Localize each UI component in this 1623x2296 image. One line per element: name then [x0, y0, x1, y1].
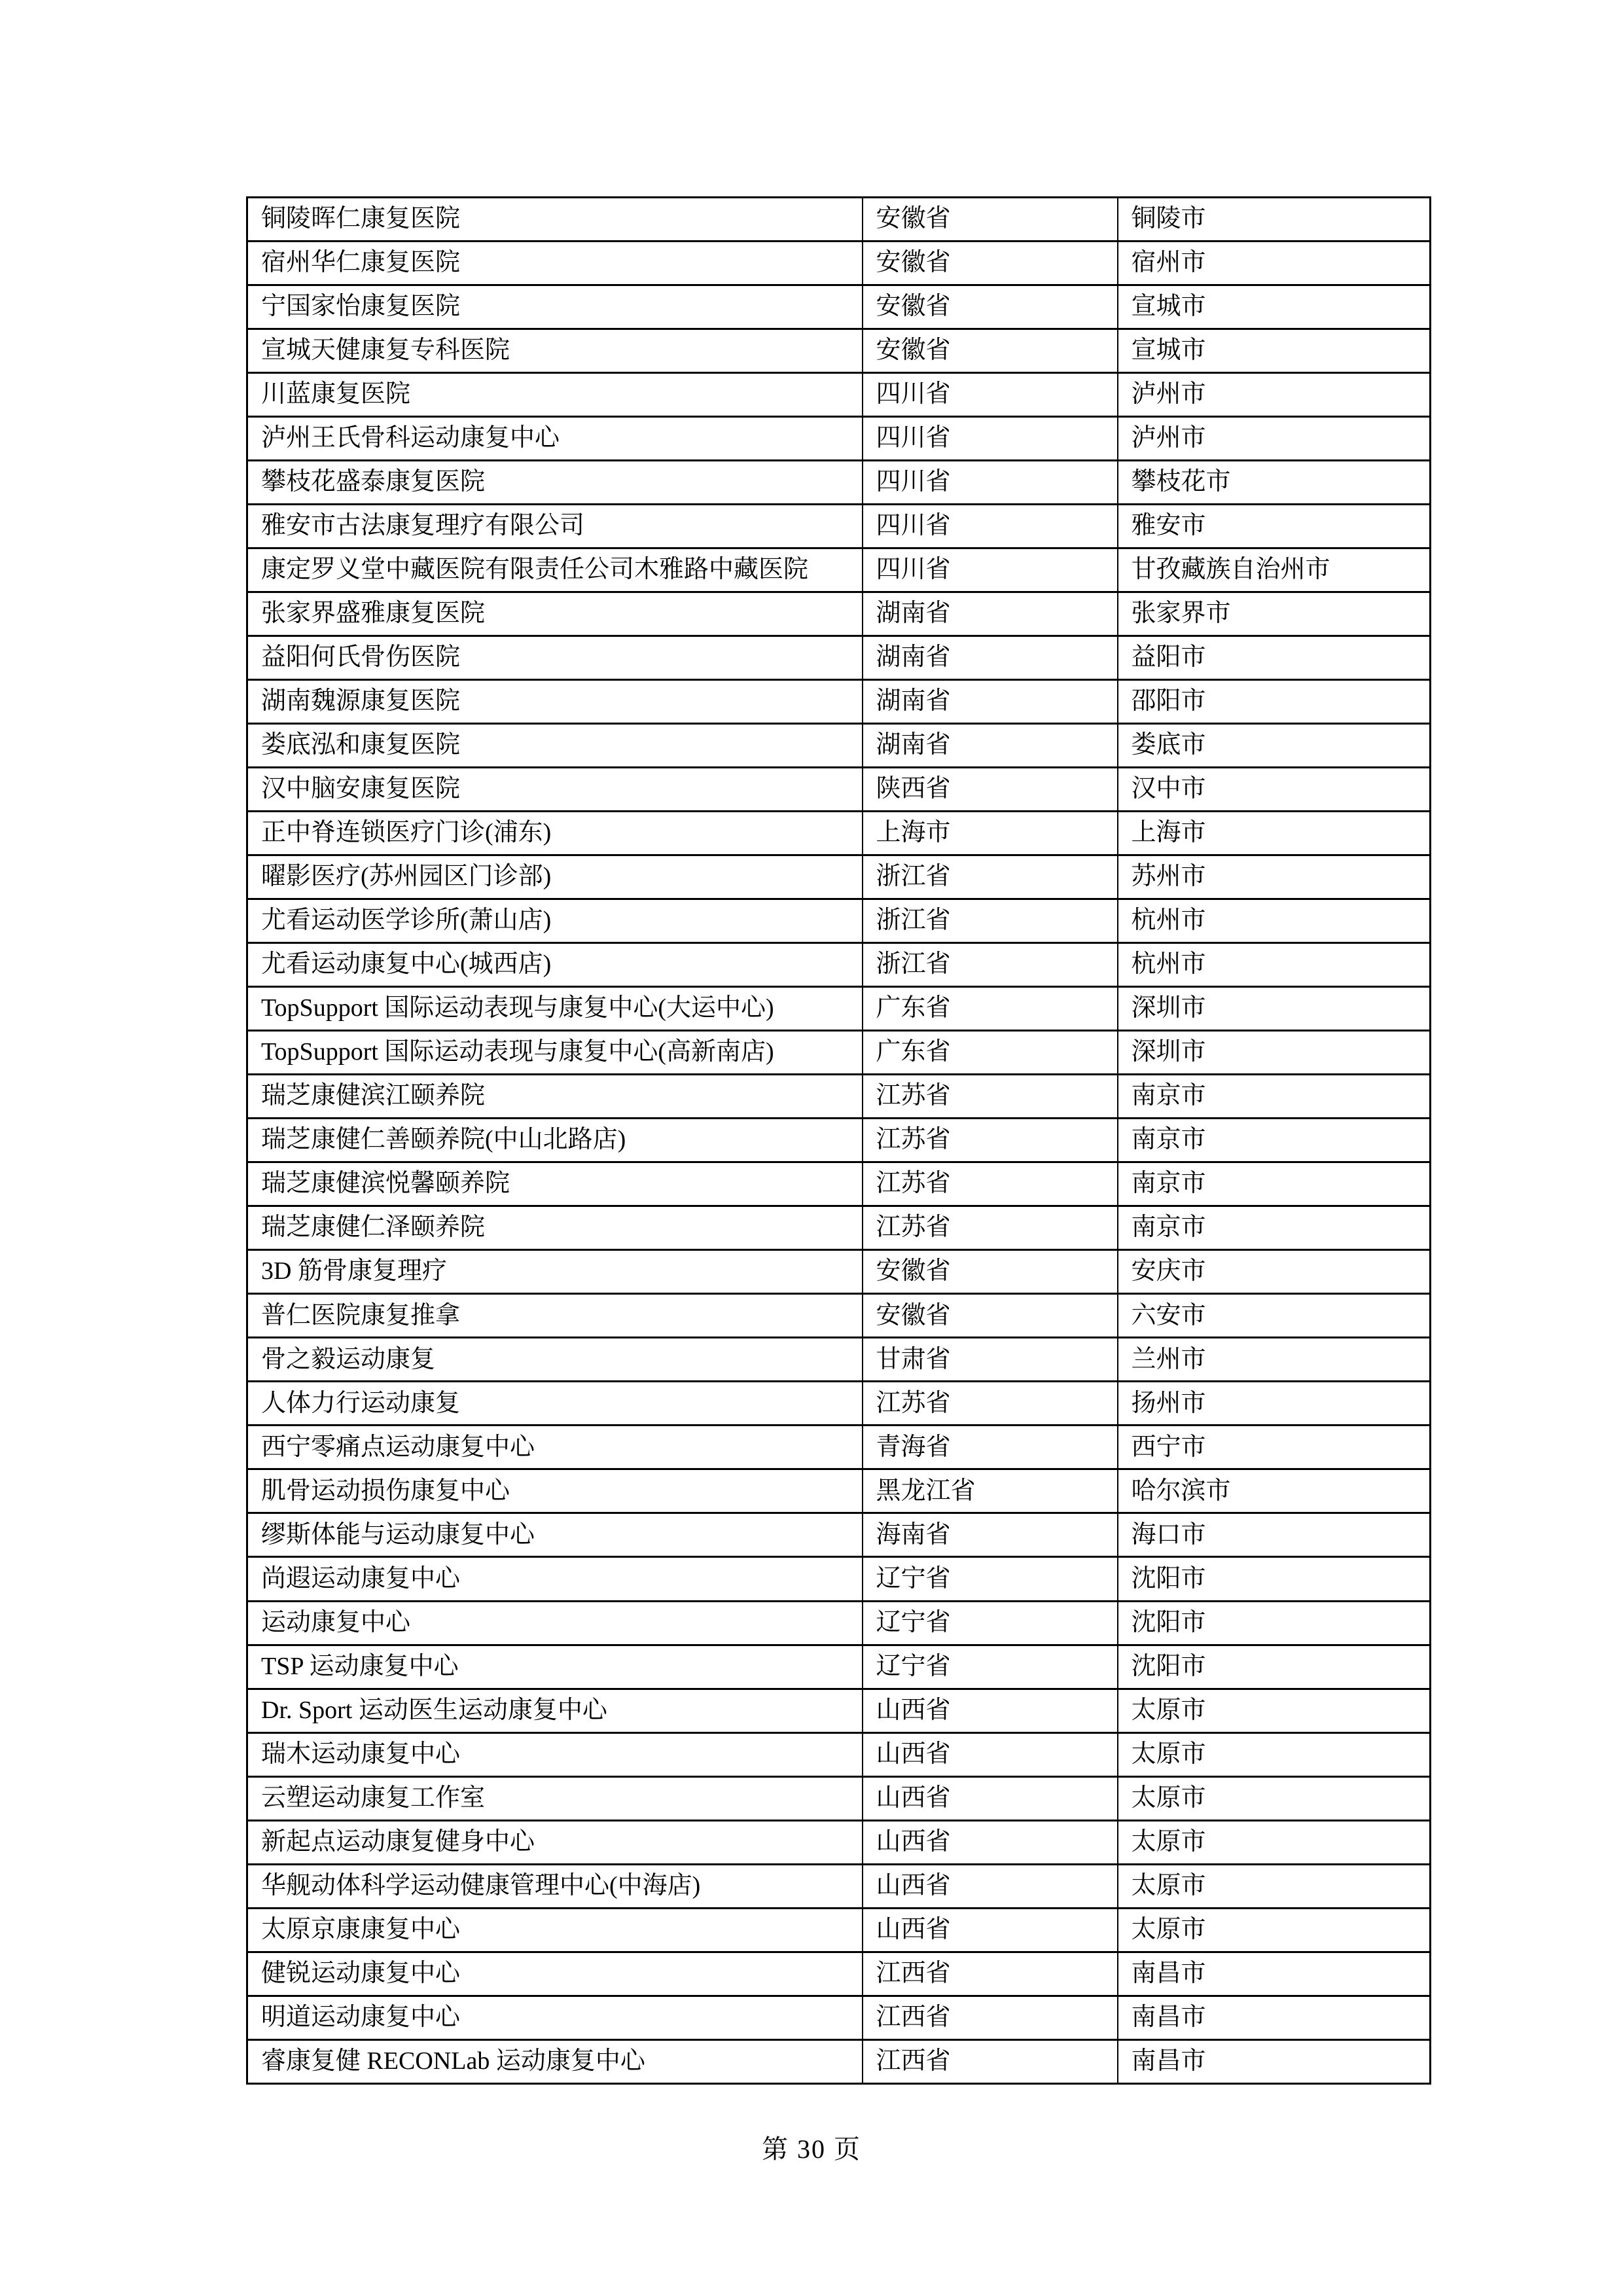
- table-row: [247, 724, 1431, 768]
- city-cell: 邵阳市: [1118, 680, 1431, 724]
- institution-cell: TSP 运动康复中心: [247, 1645, 863, 1689]
- table-row: [247, 987, 1431, 1031]
- province-cell: 江西省: [863, 1996, 1118, 2039]
- city-cell: 深圳市: [1118, 987, 1431, 1031]
- province-cell: 山西省: [863, 1820, 1118, 1864]
- institution-cell: 泸州王氏骨科运动康复中心: [247, 417, 863, 461]
- province-cell: 山西省: [863, 1908, 1118, 1952]
- table-row: [247, 592, 1431, 636]
- city-cell: 六安市: [1118, 1294, 1431, 1338]
- province-cell: 浙江省: [863, 943, 1118, 987]
- province-cell: 安徽省: [863, 329, 1118, 373]
- institution-cell: 肌骨运动损伤康复中心: [247, 1469, 863, 1513]
- table-row: [247, 1250, 1431, 1294]
- city-cell: 杭州市: [1118, 943, 1431, 987]
- institution-cell: 攀枝花盛泰康复医院: [247, 461, 863, 505]
- table-row: [247, 1732, 1431, 1776]
- table-row: [247, 1908, 1431, 1952]
- institution-cell: Dr. Sport 运动医生运动康复中心: [247, 1689, 863, 1732]
- facility-table-body: [247, 198, 1431, 2084]
- city-cell: 甘孜藏族自治州市: [1118, 548, 1431, 592]
- city-cell: 西宁市: [1118, 1426, 1431, 1469]
- city-cell: 南京市: [1118, 1119, 1431, 1162]
- city-cell: 太原市: [1118, 1776, 1431, 1820]
- province-cell: 上海市: [863, 812, 1118, 855]
- province-cell: 江苏省: [863, 1075, 1118, 1119]
- table-row: [247, 285, 1431, 329]
- table-row: [247, 198, 1431, 242]
- city-cell: 南昌市: [1118, 1996, 1431, 2039]
- province-cell: 湖南省: [863, 724, 1118, 768]
- province-cell: 江苏省: [863, 1206, 1118, 1250]
- province-cell: 甘肃省: [863, 1338, 1118, 1382]
- table-row: [247, 1776, 1431, 1820]
- institution-cell: 康定罗义堂中藏医院有限责任公司木雅路中藏医院: [247, 548, 863, 592]
- province-cell: 四川省: [863, 461, 1118, 505]
- institution-cell: 雅安市古法康复理疗有限公司: [247, 505, 863, 548]
- institution-cell: 缪斯体能与运动康复中心: [247, 1513, 863, 1557]
- facility-table: [246, 196, 1431, 2085]
- institution-cell: 瑞芝康健滨悦馨颐养院: [247, 1162, 863, 1206]
- institution-cell: 运动康复中心: [247, 1601, 863, 1645]
- institution-cell: 娄底泓和康复医院: [247, 724, 863, 768]
- institution-cell: 太原京康康复中心: [247, 1908, 863, 1952]
- province-cell: 江苏省: [863, 1382, 1118, 1426]
- province-cell: 山西省: [863, 1864, 1118, 1908]
- city-cell: 泸州市: [1118, 417, 1431, 461]
- institution-cell: 尤看运动医学诊所(萧山店): [247, 899, 863, 943]
- city-cell: 南京市: [1118, 1162, 1431, 1206]
- institution-cell: 宁国家怡康复医院: [247, 285, 863, 329]
- province-cell: 陕西省: [863, 768, 1118, 812]
- city-cell: 张家界市: [1118, 592, 1431, 636]
- city-cell: 扬州市: [1118, 1382, 1431, 1426]
- table-row: [247, 899, 1431, 943]
- table-row: [247, 1469, 1431, 1513]
- table-row: [247, 1119, 1431, 1162]
- city-cell: 沈阳市: [1118, 1601, 1431, 1645]
- province-cell: 辽宁省: [863, 1601, 1118, 1645]
- table-row: [247, 855, 1431, 899]
- city-cell: 安庆市: [1118, 1250, 1431, 1294]
- city-cell: 宣城市: [1118, 285, 1431, 329]
- city-cell: 益阳市: [1118, 636, 1431, 680]
- city-cell: 南京市: [1118, 1206, 1431, 1250]
- city-cell: 兰州市: [1118, 1338, 1431, 1382]
- province-cell: 安徽省: [863, 1250, 1118, 1294]
- table-row: [247, 1820, 1431, 1864]
- table-row: [247, 768, 1431, 812]
- institution-cell: 瑞芝康健仁泽颐养院: [247, 1206, 863, 1250]
- table-row: [247, 943, 1431, 987]
- city-cell: 海口市: [1118, 1513, 1431, 1557]
- province-cell: 四川省: [863, 373, 1118, 417]
- institution-cell: 汉中脑安康复医院: [247, 768, 863, 812]
- province-cell: 江苏省: [863, 1162, 1118, 1206]
- city-cell: 雅安市: [1118, 505, 1431, 548]
- table-row: [247, 329, 1431, 373]
- province-cell: 安徽省: [863, 1294, 1118, 1338]
- province-cell: 山西省: [863, 1689, 1118, 1732]
- table-row: [247, 1864, 1431, 1908]
- province-cell: 江苏省: [863, 1119, 1118, 1162]
- city-cell: 南京市: [1118, 1075, 1431, 1119]
- city-cell: 太原市: [1118, 1908, 1431, 1952]
- institution-cell: 益阳何氏骨伤医院: [247, 636, 863, 680]
- institution-cell: 华舰动体科学运动健康管理中心(中海店): [247, 1864, 863, 1908]
- city-cell: 沈阳市: [1118, 1557, 1431, 1601]
- institution-cell: TopSupport 国际运动表现与康复中心(高新南店): [247, 1031, 863, 1075]
- province-cell: 山西省: [863, 1776, 1118, 1820]
- city-cell: 汉中市: [1118, 768, 1431, 812]
- province-cell: 四川省: [863, 417, 1118, 461]
- institution-cell: 尤看运动康复中心(城西店): [247, 943, 863, 987]
- institution-cell: 宣城天健康复专科医院: [247, 329, 863, 373]
- province-cell: 湖南省: [863, 680, 1118, 724]
- city-cell: 太原市: [1118, 1864, 1431, 1908]
- institution-cell: 睿康复健 RECONLab 运动康复中心: [247, 2039, 863, 2083]
- province-cell: 青海省: [863, 1426, 1118, 1469]
- institution-cell: 健锐运动康复中心: [247, 1952, 863, 1996]
- table-row: [247, 1996, 1431, 2039]
- table-row: [247, 1426, 1431, 1469]
- institution-cell: 骨之毅运动康复: [247, 1338, 863, 1382]
- province-cell: 广东省: [863, 987, 1118, 1031]
- institution-cell: 瑞木运动康复中心: [247, 1732, 863, 1776]
- city-cell: 杭州市: [1118, 899, 1431, 943]
- city-cell: 深圳市: [1118, 1031, 1431, 1075]
- institution-cell: 瑞芝康健滨江颐养院: [247, 1075, 863, 1119]
- table-row: [247, 1513, 1431, 1557]
- table-row: [247, 242, 1431, 285]
- institution-cell: 铜陵晖仁康复医院: [247, 198, 863, 242]
- table-row: [247, 1031, 1431, 1075]
- institution-cell: 普仁医院康复推拿: [247, 1294, 863, 1338]
- province-cell: 山西省: [863, 1732, 1118, 1776]
- city-cell: 太原市: [1118, 1732, 1431, 1776]
- page-number: 第 30 页: [762, 2134, 861, 2164]
- institution-cell: 正中脊连锁医疗门诊(浦东): [247, 812, 863, 855]
- institution-cell: TopSupport 国际运动表现与康复中心(大运中心): [247, 987, 863, 1031]
- institution-cell: 明道运动康复中心: [247, 1996, 863, 2039]
- province-cell: 海南省: [863, 1513, 1118, 1557]
- table-row: [247, 1162, 1431, 1206]
- institution-cell: 曜影医疗(苏州园区门诊部): [247, 855, 863, 899]
- table-row: [247, 1601, 1431, 1645]
- city-cell: 铜陵市: [1118, 198, 1431, 242]
- institution-cell: 云塑运动康复工作室: [247, 1776, 863, 1820]
- province-cell: 湖南省: [863, 592, 1118, 636]
- province-cell: 辽宁省: [863, 1645, 1118, 1689]
- institution-cell: 3D 筋骨康复理疗: [247, 1250, 863, 1294]
- institution-cell: 张家界盛雅康复医院: [247, 592, 863, 636]
- city-cell: 宿州市: [1118, 242, 1431, 285]
- table-row: [247, 1382, 1431, 1426]
- city-cell: 沈阳市: [1118, 1645, 1431, 1689]
- city-cell: 太原市: [1118, 1820, 1431, 1864]
- province-cell: 浙江省: [863, 899, 1118, 943]
- table-row: [247, 505, 1431, 548]
- province-cell: 四川省: [863, 505, 1118, 548]
- city-cell: 娄底市: [1118, 724, 1431, 768]
- institution-cell: 新起点运动康复健身中心: [247, 1820, 863, 1864]
- table-row: [247, 373, 1431, 417]
- institution-cell: 川蓝康复医院: [247, 373, 863, 417]
- city-cell: 上海市: [1118, 812, 1431, 855]
- table-row: [247, 812, 1431, 855]
- institution-cell: 西宁零痛点运动康复中心: [247, 1426, 863, 1469]
- institution-cell: 湖南魏源康复医院: [247, 680, 863, 724]
- province-cell: 安徽省: [863, 198, 1118, 242]
- table-row: [247, 1294, 1431, 1338]
- table-row: [247, 680, 1431, 724]
- city-cell: 南昌市: [1118, 2039, 1431, 2083]
- table-row: [247, 548, 1431, 592]
- city-cell: 苏州市: [1118, 855, 1431, 899]
- institution-cell: 瑞芝康健仁善颐养院(中山北路店): [247, 1119, 863, 1162]
- province-cell: 广东省: [863, 1031, 1118, 1075]
- province-cell: 湖南省: [863, 636, 1118, 680]
- institution-cell: 尚遐运动康复中心: [247, 1557, 863, 1601]
- table-row: [247, 461, 1431, 505]
- table-row: [247, 1557, 1431, 1601]
- province-cell: 四川省: [863, 548, 1118, 592]
- table-row: [247, 1206, 1431, 1250]
- province-cell: 江西省: [863, 1952, 1118, 1996]
- city-cell: 太原市: [1118, 1689, 1431, 1732]
- table-row: [247, 1075, 1431, 1119]
- institution-cell: 宿州华仁康复医院: [247, 242, 863, 285]
- city-cell: 哈尔滨市: [1118, 1469, 1431, 1513]
- province-cell: 安徽省: [863, 285, 1118, 329]
- table-row: [247, 1338, 1431, 1382]
- province-cell: 黑龙江省: [863, 1469, 1118, 1513]
- province-cell: 浙江省: [863, 855, 1118, 899]
- table-row: [247, 1689, 1431, 1732]
- province-cell: 安徽省: [863, 242, 1118, 285]
- table-row: [247, 2039, 1431, 2083]
- table-row: [247, 636, 1431, 680]
- province-cell: 辽宁省: [863, 1557, 1118, 1601]
- province-cell: 江西省: [863, 2039, 1118, 2083]
- city-cell: 攀枝花市: [1118, 461, 1431, 505]
- institution-cell: 人体力行运动康复: [247, 1382, 863, 1426]
- table-row: [247, 417, 1431, 461]
- city-cell: 泸州市: [1118, 373, 1431, 417]
- city-cell: 宣城市: [1118, 329, 1431, 373]
- table-row: [247, 1645, 1431, 1689]
- city-cell: 南昌市: [1118, 1952, 1431, 1996]
- table-row: [247, 1952, 1431, 1996]
